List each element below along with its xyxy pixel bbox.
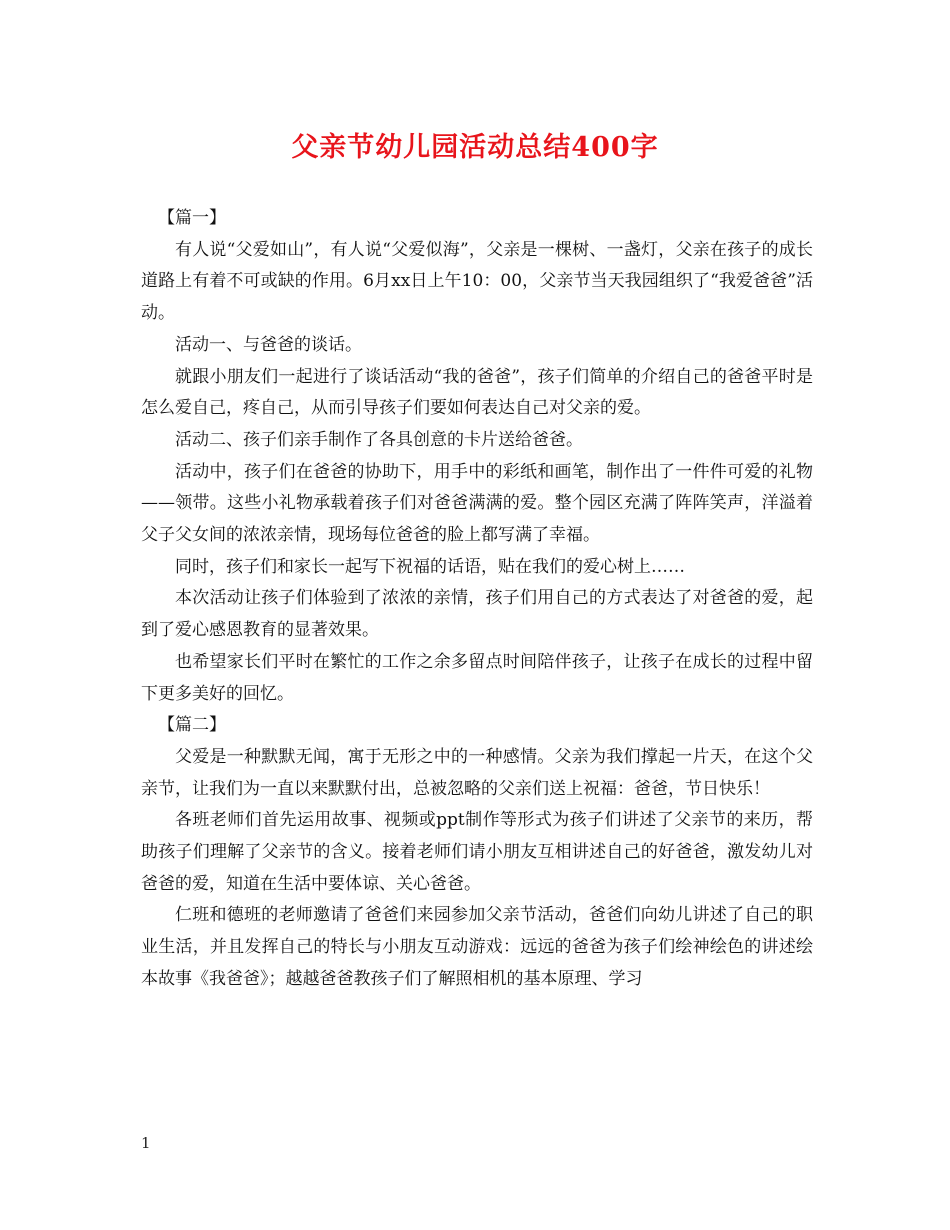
section-heading: 【篇二】 — [158, 715, 226, 736]
page-number: 1 — [141, 1134, 151, 1152]
paragraph: 有人说“父爱如山”，有人说“父爱似海”，父亲是一棵树、一盏灯，父亲在孩子的成长道路上有着不可或缺的作用。6月xx日上午10：00，父亲节当天我园组织了“我爱爸爸”活动。 — [141, 239, 813, 324]
paragraph: 本次活动让孩子们体验到了浓浓的亲情，孩子们用自己的方式表达了对爸爸的爱，起到了爱心感恩教育的显著效果。 — [141, 588, 813, 641]
paragraph: 仁班和德班的老师邀请了爸爸们来园参加父亲节活动，爸爸们向幼儿讲述了自己的职业生活，并且发挥自己的特长与小朋友互动游戏：远远的爸爸为孩子们绘神绘色的讲述绘本故事《我爸爸》；越越爸爸教孩子们了解照相机的基本原理、学习 — [141, 905, 813, 989]
document-title: 父亲节幼儿园活动总结400字 — [291, 132, 659, 163]
paragraph: 活动一、与爸爸的谈话。 — [175, 334, 362, 355]
paragraph: 同时，孩子们和家长一起写下祝福的话语，贴在我们的爱心树上…… — [175, 556, 685, 577]
paragraph: 各班老师们首先运用故事、视频或ppt制作等形式为孩子们讲述了父亲节的来历，帮助孩子们理解了父亲节的含义。接着老师们请小朋友互相讲述自己的好爸爸，激发幼儿对爸爸的爱，知道在生活中要体谅、关心爸爸。 — [141, 810, 813, 894]
paragraph: 活动中，孩子们在爸爸的协助下，用手中的彩纸和画笔，制作出了一件件可爱的礼物——领带。这些小礼物承载着孩子们对爸爸满满的爱。整个园区充满了阵阵笑声，洋溢着父子父女间的浓浓亲情，现场每位爸爸的脸上都写满了幸福。 — [141, 461, 813, 546]
section-heading: 【篇一】 — [158, 208, 226, 228]
paragraph: 父爱是一种默默无闻，寓于无形之中的一种感情。父亲为我们撑起一片天，在这个父亲节，让我们为一直以来默默付出，总被忽略的父亲们送上祝福：爸爸，节日快乐！ — [141, 746, 813, 799]
document-body — [141, 203, 813, 996]
paragraph: 就跟小朋友们一起进行了谈话活动“我的爸爸”，孩子们简单的介绍自己的爸爸平时是怎么爱自己，疼自己，从而引导孩子们要如何表达自己对父亲的爱。 — [141, 366, 813, 419]
paragraph: 活动二、孩子们亲手制作了各具创意的卡片送给爸爸。 — [175, 429, 583, 450]
paragraph: 也希望家长们平时在繁忙的工作之余多留点时间陪伴孩子，让孩子在成长的过程中留下更多美好的回忆。 — [141, 651, 813, 704]
